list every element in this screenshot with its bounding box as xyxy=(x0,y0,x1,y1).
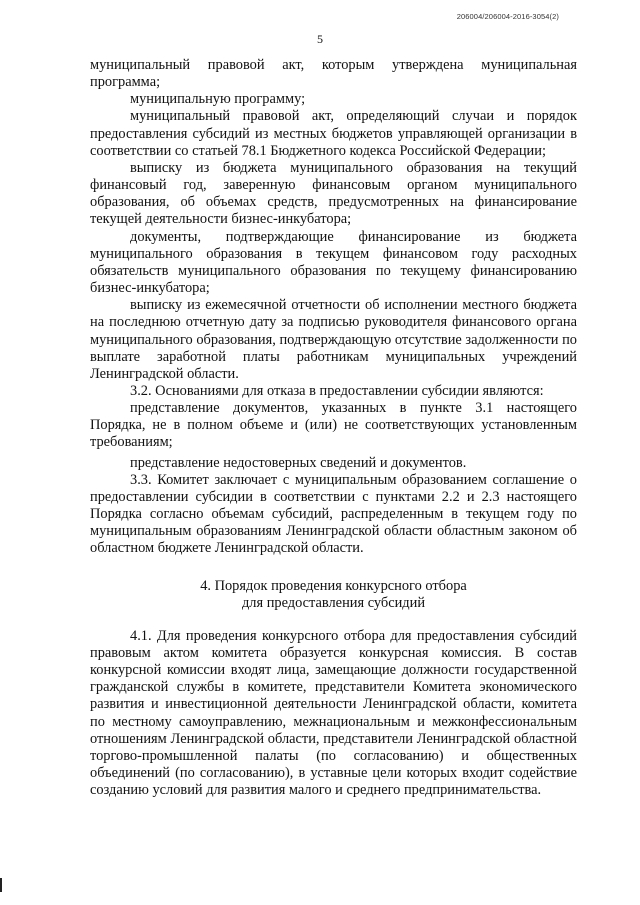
paragraph-budget-extract: выписку из бюджета муниципального образования на текущий финансовый год, заверенную финансовым органом муниципального образования, об объемах средств, предусмотренных на финансирование текущей деятельности бизнес-инкубатора; xyxy=(90,159,577,228)
page-number: 5 xyxy=(317,32,323,46)
paragraph-municipal-program: муниципальную программу; xyxy=(130,91,306,108)
section-heading xyxy=(90,578,577,612)
scan-edge-mark xyxy=(0,878,2,892)
paragraph-false-information: представление недостоверных сведений и документов. xyxy=(130,454,467,471)
paragraph-monthly-report-extract: выписку из ежемесячной отчетности об исполнении местного бюджета на последнюю отчетную дату за подписью руководителя финансового органа муниципального образования, подтверждающую отсутствие задолженности по выплате заработной платы работникам муниципальных учреждений Ленинградской области. xyxy=(90,297,577,382)
section-heading-line-2: для предоставления субсидий xyxy=(241,594,426,611)
paragraph-3-3: 3.3. Комитет заключает с муниципальным образованием соглашение о предоставлении субсидии в соответствии с пунктами 2.2 и 2.3 настоящего Порядка согласно объемам субсидий, распределенным в текущем году по муниципальным образованиям Ленинградской области областным законом об областном бюджете Ленинградской области. xyxy=(90,471,577,557)
paragraph-municipal-act-subsidies: муниципальный правовой акт, определяющий случаи и порядок предоставления субсидий из местных бюджетов управляющей организации в соответствии со статьей 78.1 Бюджетного кодекса Российской Федерации; xyxy=(90,108,577,159)
section-heading-line-1: 4. Порядок проведения конкурсного отбора xyxy=(200,577,467,594)
paragraph-4-1: 4.1. Для проведения конкурсного отбора для предоставления субсидий правовым актом комитета образуется конкурсная комиссия. В состав конкурсной комиссии входят лица, замещающие должности государственной гражданской службы в комитете, представители Комитета экономического развития и инвестиционной деятельности Ленинградской области, комитета по местному самоуправлению, межнациональным и межконфессиональным отношениям Ленинградской области, представители Ленинградской областной торгово-промышленной палаты (по согласованию) и общественных объединений (по согласованию), в уставные цели которых входит содействие созданию условий для развития малого и среднего предпринимательства. xyxy=(90,627,577,799)
paragraph-financing-documents: документы, подтверждающие финансирование из бюджета муниципального образования в текущем финансовом году расходных обязательств муниципального образования по текущему финансированию бизнес-инкубатора; xyxy=(90,228,577,297)
paragraph-3-2: 3.2. Основаниями для отказа в предоставлении субсидии являются: xyxy=(130,382,544,399)
paragraph-municipal-act-program: муниципальный правовой акт, которым утверждена муниципальная программа; xyxy=(90,57,577,91)
document-id: 206004/206004-2016-3054(2) xyxy=(456,12,559,21)
paragraph-incomplete-documents: представление документов, указанных в пункте 3.1 настоящего Порядка, не в полном объеме и (или) не соответствующих установленным требованиям; xyxy=(90,400,577,451)
document-body xyxy=(90,57,577,799)
